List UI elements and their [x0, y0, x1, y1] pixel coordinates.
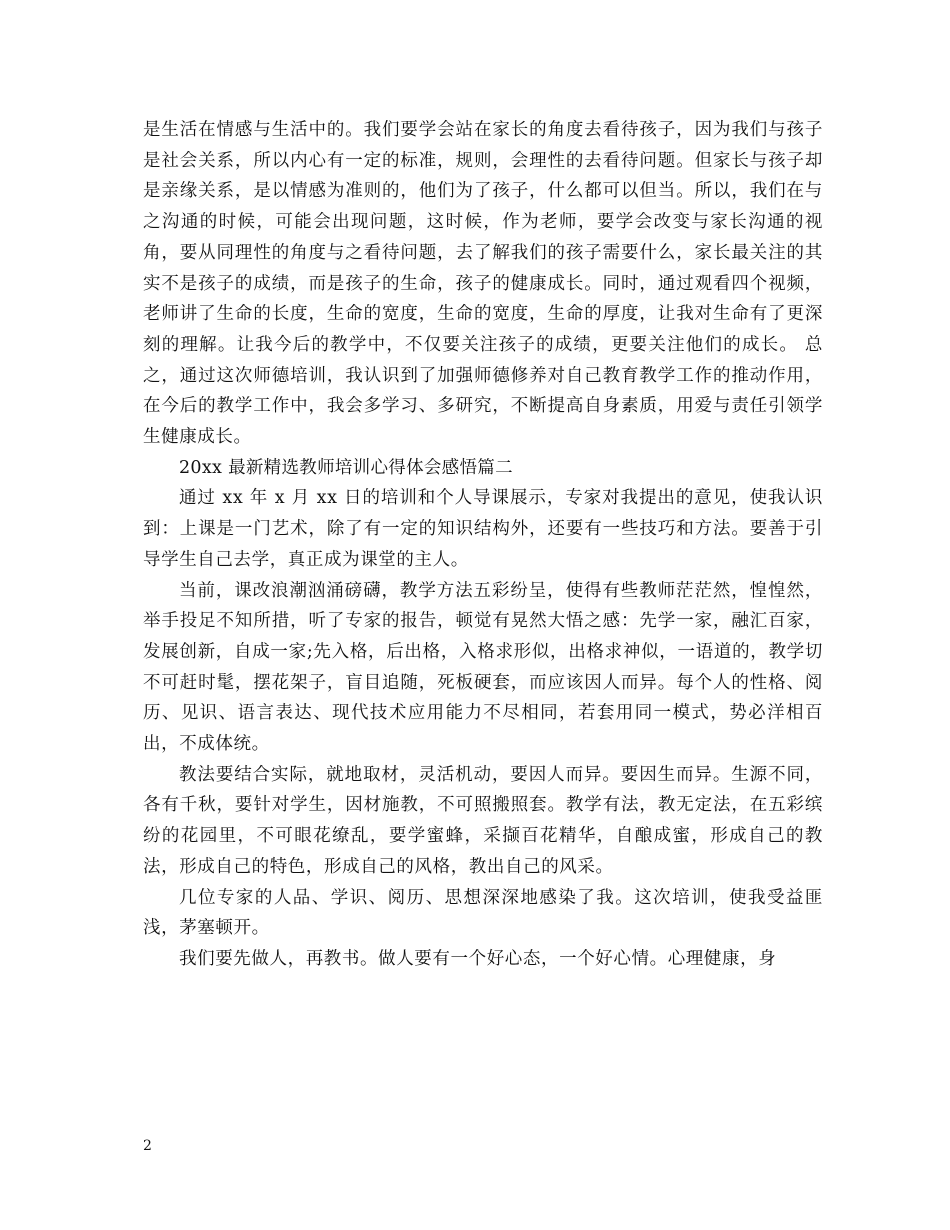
- page-number: 2: [143, 1138, 152, 1154]
- paragraph-teaching-methods: 教法要结合实际，就地取材，灵活机动，要因人而异。要因生而异。生源不同，各有千秋，要针对学生，因材施教，不可照搬照套。教学有法，教无定法，在五彩缤纷的花园里，不可眼花缭乱，要学蜜蜂，采撷百花精华，自酿成蜜，形成自己的教法，形成自己的特色，形成自己的风格，教出自己的风采。: [143, 764, 823, 877]
- document-body: [143, 115, 823, 975]
- section-heading: 20xx 最新精选教师培训心得体会感悟篇二: [179, 457, 513, 478]
- paragraph-training-feedback: 通过 xx 年 x 月 xx 日的培训和个人导课展示，专家对我提出的意见，使我认识到：上课是一门艺术，除了有一定的知识结构外，还要有一些技巧和方法。要善于引导学生自己去学，真正成为课堂的主人。: [143, 488, 823, 570]
- paragraph-continuation: 是生活在情感与生活中的。我们要学会站在家长的角度去看待孩子，因为我们与孩子是社会关系，所以内心有一定的标准，规则，会理性的去看待问题。但家长与孩子却是亲缘关系，是以情感为准则的，他们为了孩子，什么都可以但当。所以，我们在与之沟通的时候，可能会出现问题，这时候，作为老师，要学会改变与家长沟通的视角，要从同理性的角度与之看待问题，去了解我们的孩子需要什么，家长最关注的其实不是孩子的成绩，而是孩子的生命，孩子的健康成长。同时，通过观看四个视频，老师讲了生命的长度，生命的宽度，生命的宽度，生命的厚度，让我对生命有了更深刻的理解。让我今后的教学中，不仅要关注孩子的成绩，更要关注他们的成长。 总之，通过这次师德培训，我认识到了加强师德修养对自己教育教学工作的推动作用，在今后的教学工作中，我会多学习、多研究，不断提高自身素质，用爱与责任引领学生健康成长。: [143, 120, 823, 448]
- paragraph-experts: 几位专家的人品、学识、阅历、思想深深地感染了我。这次培训，使我受益匪浅，茅塞顿开。: [143, 887, 823, 939]
- paragraph-curriculum-reform: 当前，课改浪潮汹涌磅礴，教学方法五彩纷呈，使得有些教师茫茫然，惶惶然，举手投足不知所措，听了专家的报告，顿觉有晃然大悟之感：先学一家，融汇百家，发展创新，自成一家;先入格，后出格，入格求形似，出格求神似，一语道的，教学切不可赶时髦，摆花架子，盲目追随，死板硬套，而应该因人而异。每个人的性格、阅历、见识、语言表达、现代技术应用能力不尽相同，若套用同一模式，势必洋相百出，不成体统。: [143, 580, 823, 755]
- paragraph-be-a-person: 我们要先做人，再教书。做人要有一个好心态，一个好心情。心理健康，身: [179, 948, 777, 969]
